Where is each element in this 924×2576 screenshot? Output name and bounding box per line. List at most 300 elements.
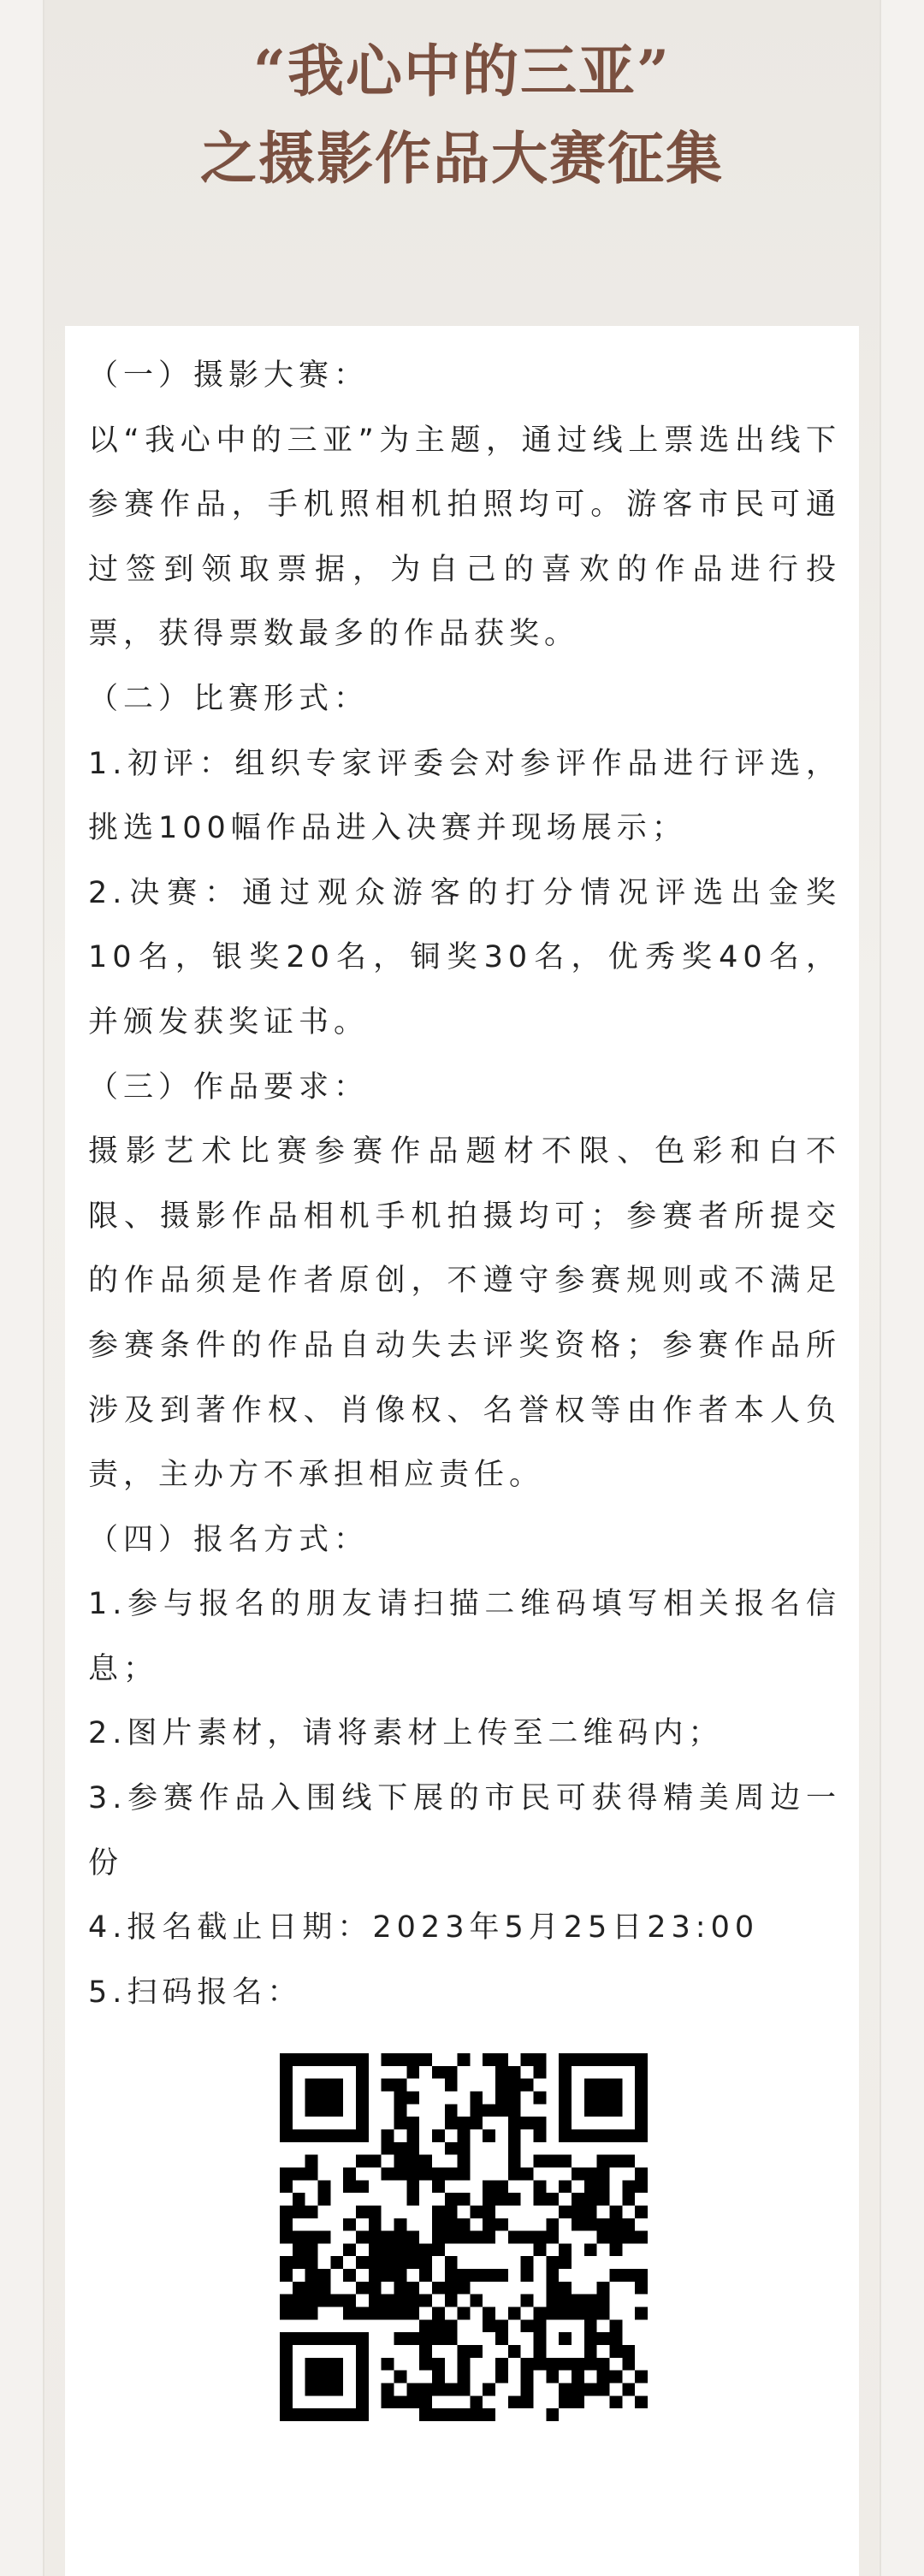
qr-module xyxy=(293,2193,305,2206)
qr-module xyxy=(330,2384,343,2396)
qr-module xyxy=(584,2358,597,2371)
qr-module xyxy=(305,2384,318,2396)
qr-module xyxy=(610,2395,623,2408)
qr-module xyxy=(419,2395,432,2408)
qr-module xyxy=(483,2180,495,2193)
qr-module xyxy=(458,2167,471,2180)
qr-module xyxy=(305,2079,318,2092)
qr-module xyxy=(445,2206,458,2218)
qr-module xyxy=(584,2345,597,2358)
qr-module xyxy=(508,2167,521,2180)
qr-module xyxy=(305,2408,318,2421)
qr-module xyxy=(559,2256,572,2269)
qr-module xyxy=(394,2091,406,2104)
qr-module xyxy=(597,2129,610,2142)
qr-module xyxy=(584,2319,597,2332)
section-2-item-1: 1.初评：组织专家评委会对参评作品进行评选，挑选100幅作品进入决赛并现场展示； xyxy=(88,746,841,846)
qr-module xyxy=(508,2155,521,2168)
qr-module xyxy=(458,2129,471,2142)
qr-module xyxy=(559,2104,572,2117)
qr-module xyxy=(546,2358,559,2371)
qr-module xyxy=(382,2395,394,2408)
qr-module xyxy=(635,2117,648,2129)
qr-module xyxy=(432,2408,445,2421)
qr-module xyxy=(584,2129,597,2142)
qr-module xyxy=(458,2307,471,2320)
qr-module xyxy=(635,2079,648,2092)
qr-module xyxy=(419,2408,432,2421)
qr-module xyxy=(293,2129,305,2142)
qr-module xyxy=(394,2104,406,2117)
qr-module xyxy=(470,2091,483,2104)
qr-module xyxy=(521,2256,534,2269)
qr-module xyxy=(432,2167,445,2180)
qr-module xyxy=(521,2384,534,2396)
qr-module xyxy=(432,2307,445,2320)
qr-module xyxy=(559,2053,572,2066)
qr-module xyxy=(622,2053,635,2066)
qr-module xyxy=(635,2104,648,2117)
qr-module xyxy=(394,2079,406,2092)
qr-module xyxy=(317,2180,330,2193)
qr-module xyxy=(356,2307,369,2320)
qr-module xyxy=(382,2295,394,2307)
qr-module xyxy=(597,2053,610,2066)
qr-module xyxy=(458,2358,471,2371)
qr-module xyxy=(369,2269,382,2282)
qr-module xyxy=(521,2167,534,2180)
qr-module xyxy=(445,2167,458,2180)
qr-module xyxy=(559,2282,572,2295)
qr-module xyxy=(597,2358,610,2371)
qr-module xyxy=(280,2371,293,2384)
qr-module xyxy=(521,2295,534,2307)
qr-module xyxy=(445,2231,458,2244)
qr-module xyxy=(280,2053,293,2066)
qr-module xyxy=(432,2218,445,2231)
qr-module xyxy=(534,2231,547,2244)
qr-module xyxy=(458,2117,471,2129)
qr-module xyxy=(356,2053,369,2066)
qr-module xyxy=(610,2104,623,2117)
section-1-heading: （一）摄影大赛： xyxy=(88,358,370,393)
qr-module xyxy=(521,2269,534,2282)
qr-module xyxy=(317,2104,330,2117)
qr-module xyxy=(406,2053,419,2066)
qr-module xyxy=(330,2053,343,2066)
qr-module xyxy=(483,2104,495,2117)
qr-module xyxy=(280,2307,293,2320)
qr-module xyxy=(293,2167,305,2180)
qr-module xyxy=(597,2079,610,2092)
qr-module xyxy=(584,2243,597,2256)
qr-module xyxy=(534,2345,547,2358)
qr-module xyxy=(559,2155,572,2168)
qr-module xyxy=(458,2384,471,2396)
qr-module xyxy=(406,2307,419,2320)
qr-module xyxy=(280,2167,293,2180)
qr-module xyxy=(546,2282,559,2295)
qr-module xyxy=(445,2104,458,2117)
qr-module xyxy=(406,2295,419,2307)
qr-module xyxy=(622,2193,635,2206)
qr-module xyxy=(394,2243,406,2256)
qr-module xyxy=(445,2256,458,2269)
section-4-item-1: 1.参与报名的朋友请扫描二维码填写相关报名信息； xyxy=(88,1587,841,1686)
qr-module xyxy=(356,2256,369,2269)
qr-module xyxy=(610,2231,623,2244)
qr-module xyxy=(622,2384,635,2396)
qr-module xyxy=(445,2408,458,2421)
qr-module xyxy=(305,2167,318,2180)
qr-module xyxy=(597,2295,610,2307)
qr-module xyxy=(369,2256,382,2269)
qr-module xyxy=(470,2117,483,2129)
qr-module xyxy=(406,2231,419,2244)
qr-module xyxy=(495,2053,508,2066)
qr-module xyxy=(572,2358,584,2371)
qr-module xyxy=(280,2395,293,2408)
qr-module xyxy=(572,2395,584,2408)
qr-module xyxy=(356,2155,369,2168)
qr-module xyxy=(572,2295,584,2307)
qr-module xyxy=(382,2256,394,2269)
qr-module xyxy=(280,2129,293,2142)
qr-module xyxy=(343,2408,356,2421)
qr-module xyxy=(546,2295,559,2307)
qr-module xyxy=(635,2091,648,2104)
qr-module xyxy=(546,2371,559,2384)
qr-module xyxy=(458,2282,471,2295)
qr-code-icon[interactable] xyxy=(280,2053,648,2421)
qr-module xyxy=(419,2358,432,2371)
qr-module xyxy=(610,2129,623,2142)
qr-module xyxy=(394,2142,406,2155)
qr-module xyxy=(508,2142,521,2155)
qr-module xyxy=(610,2053,623,2066)
qr-module xyxy=(356,2117,369,2129)
qr-module xyxy=(559,2358,572,2371)
qr-module xyxy=(622,2180,635,2193)
qr-module xyxy=(280,2295,293,2307)
qr-module xyxy=(610,2345,623,2358)
qr-module xyxy=(495,2319,508,2332)
qr-module xyxy=(597,2282,610,2295)
qr-module xyxy=(280,2231,293,2244)
qr-module xyxy=(635,2206,648,2218)
qr-module xyxy=(521,2358,534,2371)
qr-module xyxy=(317,2282,330,2295)
qr-module xyxy=(458,2231,471,2244)
qr-module xyxy=(534,2193,547,2206)
qr-module xyxy=(597,2155,610,2168)
qr-module xyxy=(382,2307,394,2320)
qr-module xyxy=(445,2384,458,2396)
qr-module xyxy=(610,2332,623,2345)
section-3-heading: （三）作品要求： xyxy=(88,1069,370,1104)
qr-module xyxy=(445,2269,458,2282)
qr-module xyxy=(330,2091,343,2104)
qr-module xyxy=(419,2295,432,2307)
qr-module xyxy=(534,2307,547,2320)
qr-module xyxy=(280,2256,293,2269)
qr-module xyxy=(356,2395,369,2408)
qr-module xyxy=(406,2167,419,2180)
qr-module xyxy=(369,2206,382,2218)
qr-module xyxy=(394,2053,406,2066)
qr-module xyxy=(280,2408,293,2421)
qr-module xyxy=(584,2206,597,2218)
qr-module xyxy=(546,2231,559,2244)
qr-module xyxy=(597,2104,610,2117)
qr-module xyxy=(280,2218,293,2231)
qr-module xyxy=(597,2091,610,2104)
qr-module xyxy=(572,2053,584,2066)
qr-module xyxy=(330,2371,343,2384)
qr-module xyxy=(356,2079,369,2092)
qr-module xyxy=(508,2193,521,2206)
qr-module xyxy=(622,2269,635,2282)
qr-module xyxy=(584,2384,597,2396)
qr-module xyxy=(406,2180,419,2193)
qr-module xyxy=(356,2408,369,2421)
qr-module xyxy=(394,2395,406,2408)
qr-module xyxy=(343,2243,356,2256)
qr-module xyxy=(521,2231,534,2244)
qr-module xyxy=(584,2307,597,2320)
qr-module xyxy=(483,2319,495,2332)
qr-module xyxy=(584,2167,597,2180)
qr-module xyxy=(343,2269,356,2282)
qr-module xyxy=(293,2332,305,2345)
qr-module xyxy=(445,2332,458,2345)
qr-module xyxy=(317,2358,330,2371)
qr-module xyxy=(406,2129,419,2142)
page-title-line-2: 之摄影作品大赛征集 xyxy=(200,125,724,192)
qr-module xyxy=(432,2384,445,2396)
qr-module xyxy=(483,2206,495,2218)
qr-module xyxy=(445,2117,458,2129)
qr-module xyxy=(382,2167,394,2180)
qr-module xyxy=(293,2231,305,2244)
qr-module xyxy=(534,2332,547,2345)
qr-module xyxy=(445,2295,458,2307)
qr-module xyxy=(394,2155,406,2168)
qr-module xyxy=(330,2408,343,2421)
qr-module xyxy=(394,2332,406,2345)
section-4-item-5: 5.扫码报名： xyxy=(88,1975,303,2010)
qr-module xyxy=(572,2384,584,2396)
qr-module xyxy=(559,2091,572,2104)
qr-module xyxy=(317,2129,330,2142)
qr-module xyxy=(521,2079,534,2092)
qr-module xyxy=(470,2345,483,2358)
qr-module xyxy=(317,2079,330,2092)
qr-module xyxy=(559,2295,572,2307)
qr-module xyxy=(343,2053,356,2066)
qr-module xyxy=(356,2231,369,2244)
qr-module xyxy=(432,2319,445,2332)
qr-module xyxy=(458,2218,471,2231)
qr-module xyxy=(369,2243,382,2256)
qr-module xyxy=(495,2079,508,2092)
qr-module xyxy=(419,2269,432,2282)
qr-module xyxy=(280,2066,293,2079)
qr-module xyxy=(419,2319,432,2332)
qr-module xyxy=(369,2282,382,2295)
qr-module xyxy=(470,2269,483,2282)
qr-module xyxy=(382,2142,394,2155)
qr-module xyxy=(470,2104,483,2117)
qr-module xyxy=(610,2206,623,2218)
qr-module xyxy=(356,2345,369,2358)
qr-module xyxy=(406,2256,419,2269)
qr-module xyxy=(521,2117,534,2129)
qr-module xyxy=(584,2332,597,2345)
section-4-item-3: 3.参赛作品入围线下展的市民可获得精美周边一份 xyxy=(88,1781,841,1880)
qr-module xyxy=(483,2384,495,2396)
qr-module xyxy=(534,2129,547,2142)
qr-module xyxy=(293,2307,305,2320)
qr-module xyxy=(293,2295,305,2307)
qr-module xyxy=(280,2079,293,2092)
qr-module xyxy=(406,2384,419,2396)
page-title-line-1: “我心中的三亚” xyxy=(253,38,671,104)
qr-module xyxy=(280,2269,293,2282)
qr-module xyxy=(584,2218,597,2231)
qr-module xyxy=(508,2307,521,2320)
qr-module xyxy=(508,2345,521,2358)
qr-module xyxy=(534,2319,547,2332)
qr-module xyxy=(356,2384,369,2396)
qr-module xyxy=(343,2180,356,2193)
qr-module xyxy=(559,2066,572,2079)
qr-module xyxy=(597,2371,610,2384)
qr-module xyxy=(356,2180,369,2193)
qr-module xyxy=(280,2384,293,2396)
qr-module xyxy=(382,2269,394,2282)
qr-module xyxy=(559,2243,572,2256)
qr-module xyxy=(458,2142,471,2155)
qr-module xyxy=(521,2395,534,2408)
qr-module xyxy=(419,2345,432,2358)
qr-module xyxy=(394,2167,406,2180)
qr-module xyxy=(406,2395,419,2408)
qr-module xyxy=(330,2129,343,2142)
qr-module xyxy=(559,2332,572,2345)
qr-module xyxy=(635,2053,648,2066)
qr-module xyxy=(635,2371,648,2384)
qr-module xyxy=(508,2129,521,2142)
qr-module xyxy=(305,2332,318,2345)
qr-module xyxy=(356,2104,369,2117)
qr-module xyxy=(559,2117,572,2129)
qr-module xyxy=(406,2282,419,2295)
qr-module xyxy=(483,2231,495,2244)
qr-module xyxy=(280,2332,293,2345)
qr-module xyxy=(317,2091,330,2104)
qr-module xyxy=(508,2104,521,2117)
qr-module xyxy=(330,2079,343,2092)
qr-module xyxy=(419,2167,432,2180)
qr-module xyxy=(495,2180,508,2193)
section-2-heading: （二）比赛形式： xyxy=(88,681,370,716)
qr-module xyxy=(305,2053,318,2066)
qr-module xyxy=(406,2243,419,2256)
qr-module xyxy=(597,2180,610,2193)
qr-module xyxy=(280,2180,293,2193)
qr-module xyxy=(356,2358,369,2371)
qr-module xyxy=(343,2307,356,2320)
qr-module xyxy=(458,2155,471,2168)
qr-module xyxy=(546,2256,559,2269)
qr-module xyxy=(559,2395,572,2408)
qr-module xyxy=(483,2307,495,2320)
background-edge-left xyxy=(43,0,44,2576)
qr-module xyxy=(584,2193,597,2206)
qr-module xyxy=(330,2295,343,2307)
qr-module xyxy=(635,2395,648,2408)
qr-module xyxy=(406,2091,419,2104)
qr-module xyxy=(534,2091,547,2104)
qr-module xyxy=(597,2307,610,2320)
qr-module xyxy=(483,2408,495,2421)
qr-module xyxy=(419,2155,432,2168)
qr-module xyxy=(382,2384,394,2396)
qr-module xyxy=(610,2243,623,2256)
qr-module xyxy=(356,2091,369,2104)
qr-module xyxy=(432,2358,445,2371)
qr-module xyxy=(293,2256,305,2269)
qr-module xyxy=(546,2218,559,2231)
qr-module xyxy=(356,2129,369,2142)
qr-module xyxy=(305,2269,318,2282)
qr-module xyxy=(317,2384,330,2396)
qr-module xyxy=(458,2408,471,2421)
qr-module xyxy=(419,2384,432,2396)
qr-module xyxy=(394,2256,406,2269)
qr-module xyxy=(622,2218,635,2231)
qr-module xyxy=(293,2408,305,2421)
qr-module xyxy=(369,2295,382,2307)
qr-module xyxy=(330,2104,343,2117)
qr-module xyxy=(406,2117,419,2129)
qr-module xyxy=(635,2066,648,2079)
qr-module xyxy=(445,2079,458,2092)
qr-module xyxy=(419,2053,432,2066)
qr-module xyxy=(330,2332,343,2345)
qr-module xyxy=(572,2218,584,2231)
qr-module xyxy=(534,2358,547,2371)
qr-module xyxy=(622,2345,635,2358)
qr-module xyxy=(356,2066,369,2079)
qr-module xyxy=(317,2332,330,2345)
qr-module xyxy=(343,2332,356,2345)
qr-module xyxy=(356,2371,369,2384)
qr-module xyxy=(343,2129,356,2142)
qr-module xyxy=(458,2371,471,2384)
qr-module xyxy=(406,2155,419,2168)
qr-module xyxy=(483,2053,495,2066)
qr-module xyxy=(317,2371,330,2384)
qr-module xyxy=(317,2295,330,2307)
qr-module xyxy=(445,2319,458,2332)
qr-module xyxy=(432,2206,445,2218)
qr-module xyxy=(394,2295,406,2307)
qr-module xyxy=(622,2129,635,2142)
qr-module xyxy=(470,2295,483,2307)
qr-module xyxy=(305,2295,318,2307)
